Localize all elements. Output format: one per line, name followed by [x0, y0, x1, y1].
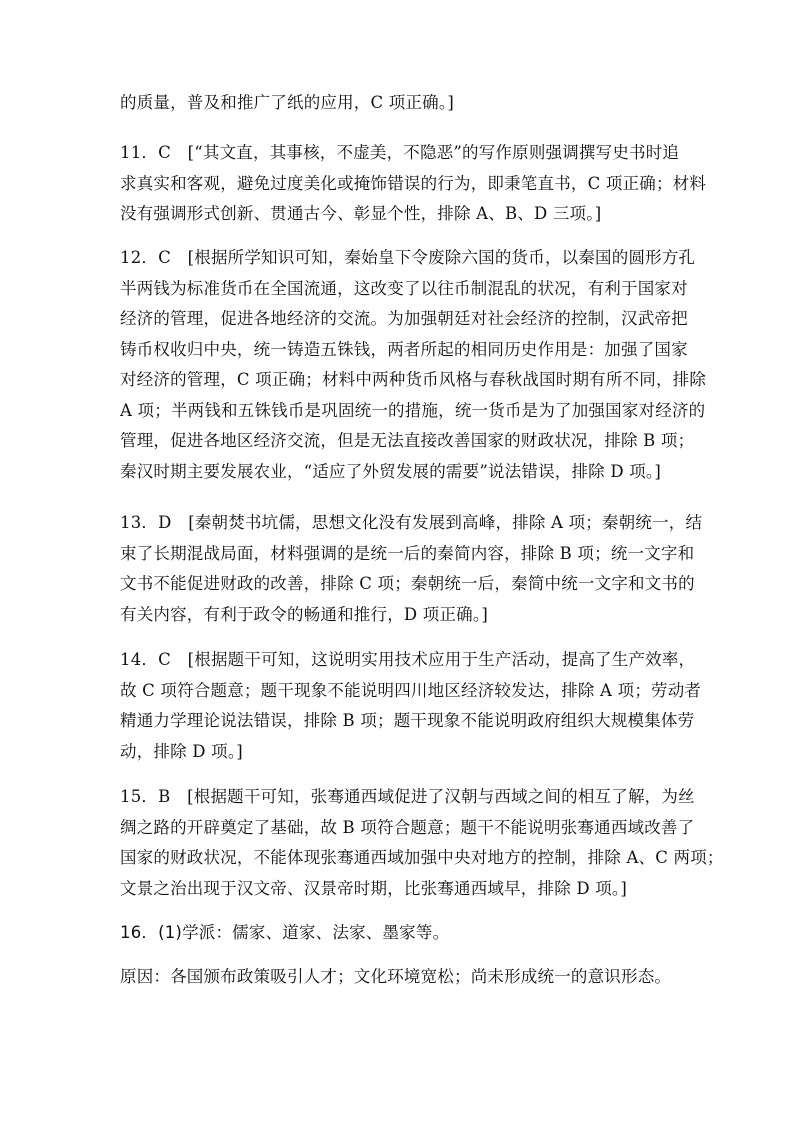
text-line: 国家的财政状况，不能体现张骞通西域加强中央对地方的控制，排除 A、C 两项； — [120, 848, 724, 867]
text-line: 13．D [秦朝焚书坑儒，思想文化没有发展到高峰，排除 A 项；秦朝统一，结 — [120, 513, 703, 532]
answer-15-paragraph — [120, 782, 724, 904]
text-line: 14．C [根据题干可知，这说明实用技术应用于生产活动，提高了生产效率， — [120, 650, 696, 669]
text-line: 铸币权收归中央，统一铸造五铢钱，两者所起的相同历史作用是：加强了国家 — [120, 339, 688, 359]
text-line: 的质量，普及和推广了纸的应用，C 项正确。] — [120, 93, 454, 112]
text-line: 动，排除 D 项。] — [120, 741, 243, 761]
answer-11-paragraph — [120, 138, 707, 230]
text-line: 原因：各国颁布政策吸引人才；文化环境宽松；尚未形成统一的意识形态。 — [120, 967, 672, 986]
text-line: 绸之路的开辟奠定了基础，故 B 项符合题意；题干不能说明张骞通西域改善了 — [120, 817, 695, 837]
paragraph-continuation — [120, 88, 680, 119]
text-line: 15．B [根据题干可知，张骞通西域促进了汉朝与西域之间的相互了解，为丝 — [120, 787, 695, 806]
text-line: 有关内容，有利于政令的畅通和推行，D 项正确。] — [120, 604, 488, 624]
answer-14-paragraph — [120, 645, 702, 767]
answer-13-paragraph — [120, 508, 703, 630]
text-line: 12．C [根据所学知识可知，秦始皇下令废除六国的货币，以秦国的圆形方孔 — [120, 248, 696, 267]
text-line: 对经济的管理，C 项正确；材料中两种货币风格与春秋战国时期有所不同，排除 — [120, 370, 707, 389]
text-line: 11．C [“其文直，其事核，不虚美，不隐恶”的写作原则强调撰写史书时追 — [120, 143, 680, 162]
text-line: 经济的管理，促进各地经济的交流。为加强朝廷对社会经济的控制，汉武帝把 — [120, 309, 688, 328]
answer-12-paragraph — [120, 243, 707, 487]
answer-16-reason-paragraph — [120, 962, 680, 993]
text-line: 文景之治出现于汉文帝、汉景帝时期，比张骞通西域早，排除 D 项。] — [120, 878, 628, 898]
text-line: 故 C 项符合题意；题干现象不能说明四川地区经济较发达，排除 A 项；劳动者 — [120, 680, 702, 700]
answer-16-paragraph — [120, 918, 680, 949]
text-line: 半两钱为标准货币在全国流通，这改变了以往币制混乱的状况，有利于国家对 — [120, 278, 688, 298]
text-line: 秦汉时期主要发展农业，“适应了外贸发展的需要”说法错误，排除 D 项。] — [120, 461, 661, 481]
text-line: 文书不能促进财政的改善，排除 C 项；秦朝统一后，秦简中统一文字和文书的 — [120, 574, 695, 593]
text-line: 管理，促进各地区经济交流，但是无法直接改善国家的财政状况，排除 B 项； — [120, 431, 695, 450]
text-line: 没有强调形式创新、贯通古今、彰显个性，排除 A、B、D 三项。] — [120, 204, 602, 223]
text-line: 精通力学理论说法错误，排除 B 项；题干现象不能说明政府组织大规模集体劳 — [120, 711, 695, 730]
text-line: 求真实和客观，避免过度美化或掩饰错误的行为，即秉笔直书，C 项正确；材料 — [120, 173, 707, 193]
text-line: A 项；半两钱和五铢钱币是巩固统一的措施，统一货币是为了加强国家对经济的 — [120, 400, 706, 420]
text-line: 16．(1)学派：儒家、道家、法家、墨家等。 — [120, 923, 450, 942]
text-line: 束了长期混战局面，材料强调的是统一后的秦简内容，排除 B 项；统一文字和 — [120, 543, 695, 563]
